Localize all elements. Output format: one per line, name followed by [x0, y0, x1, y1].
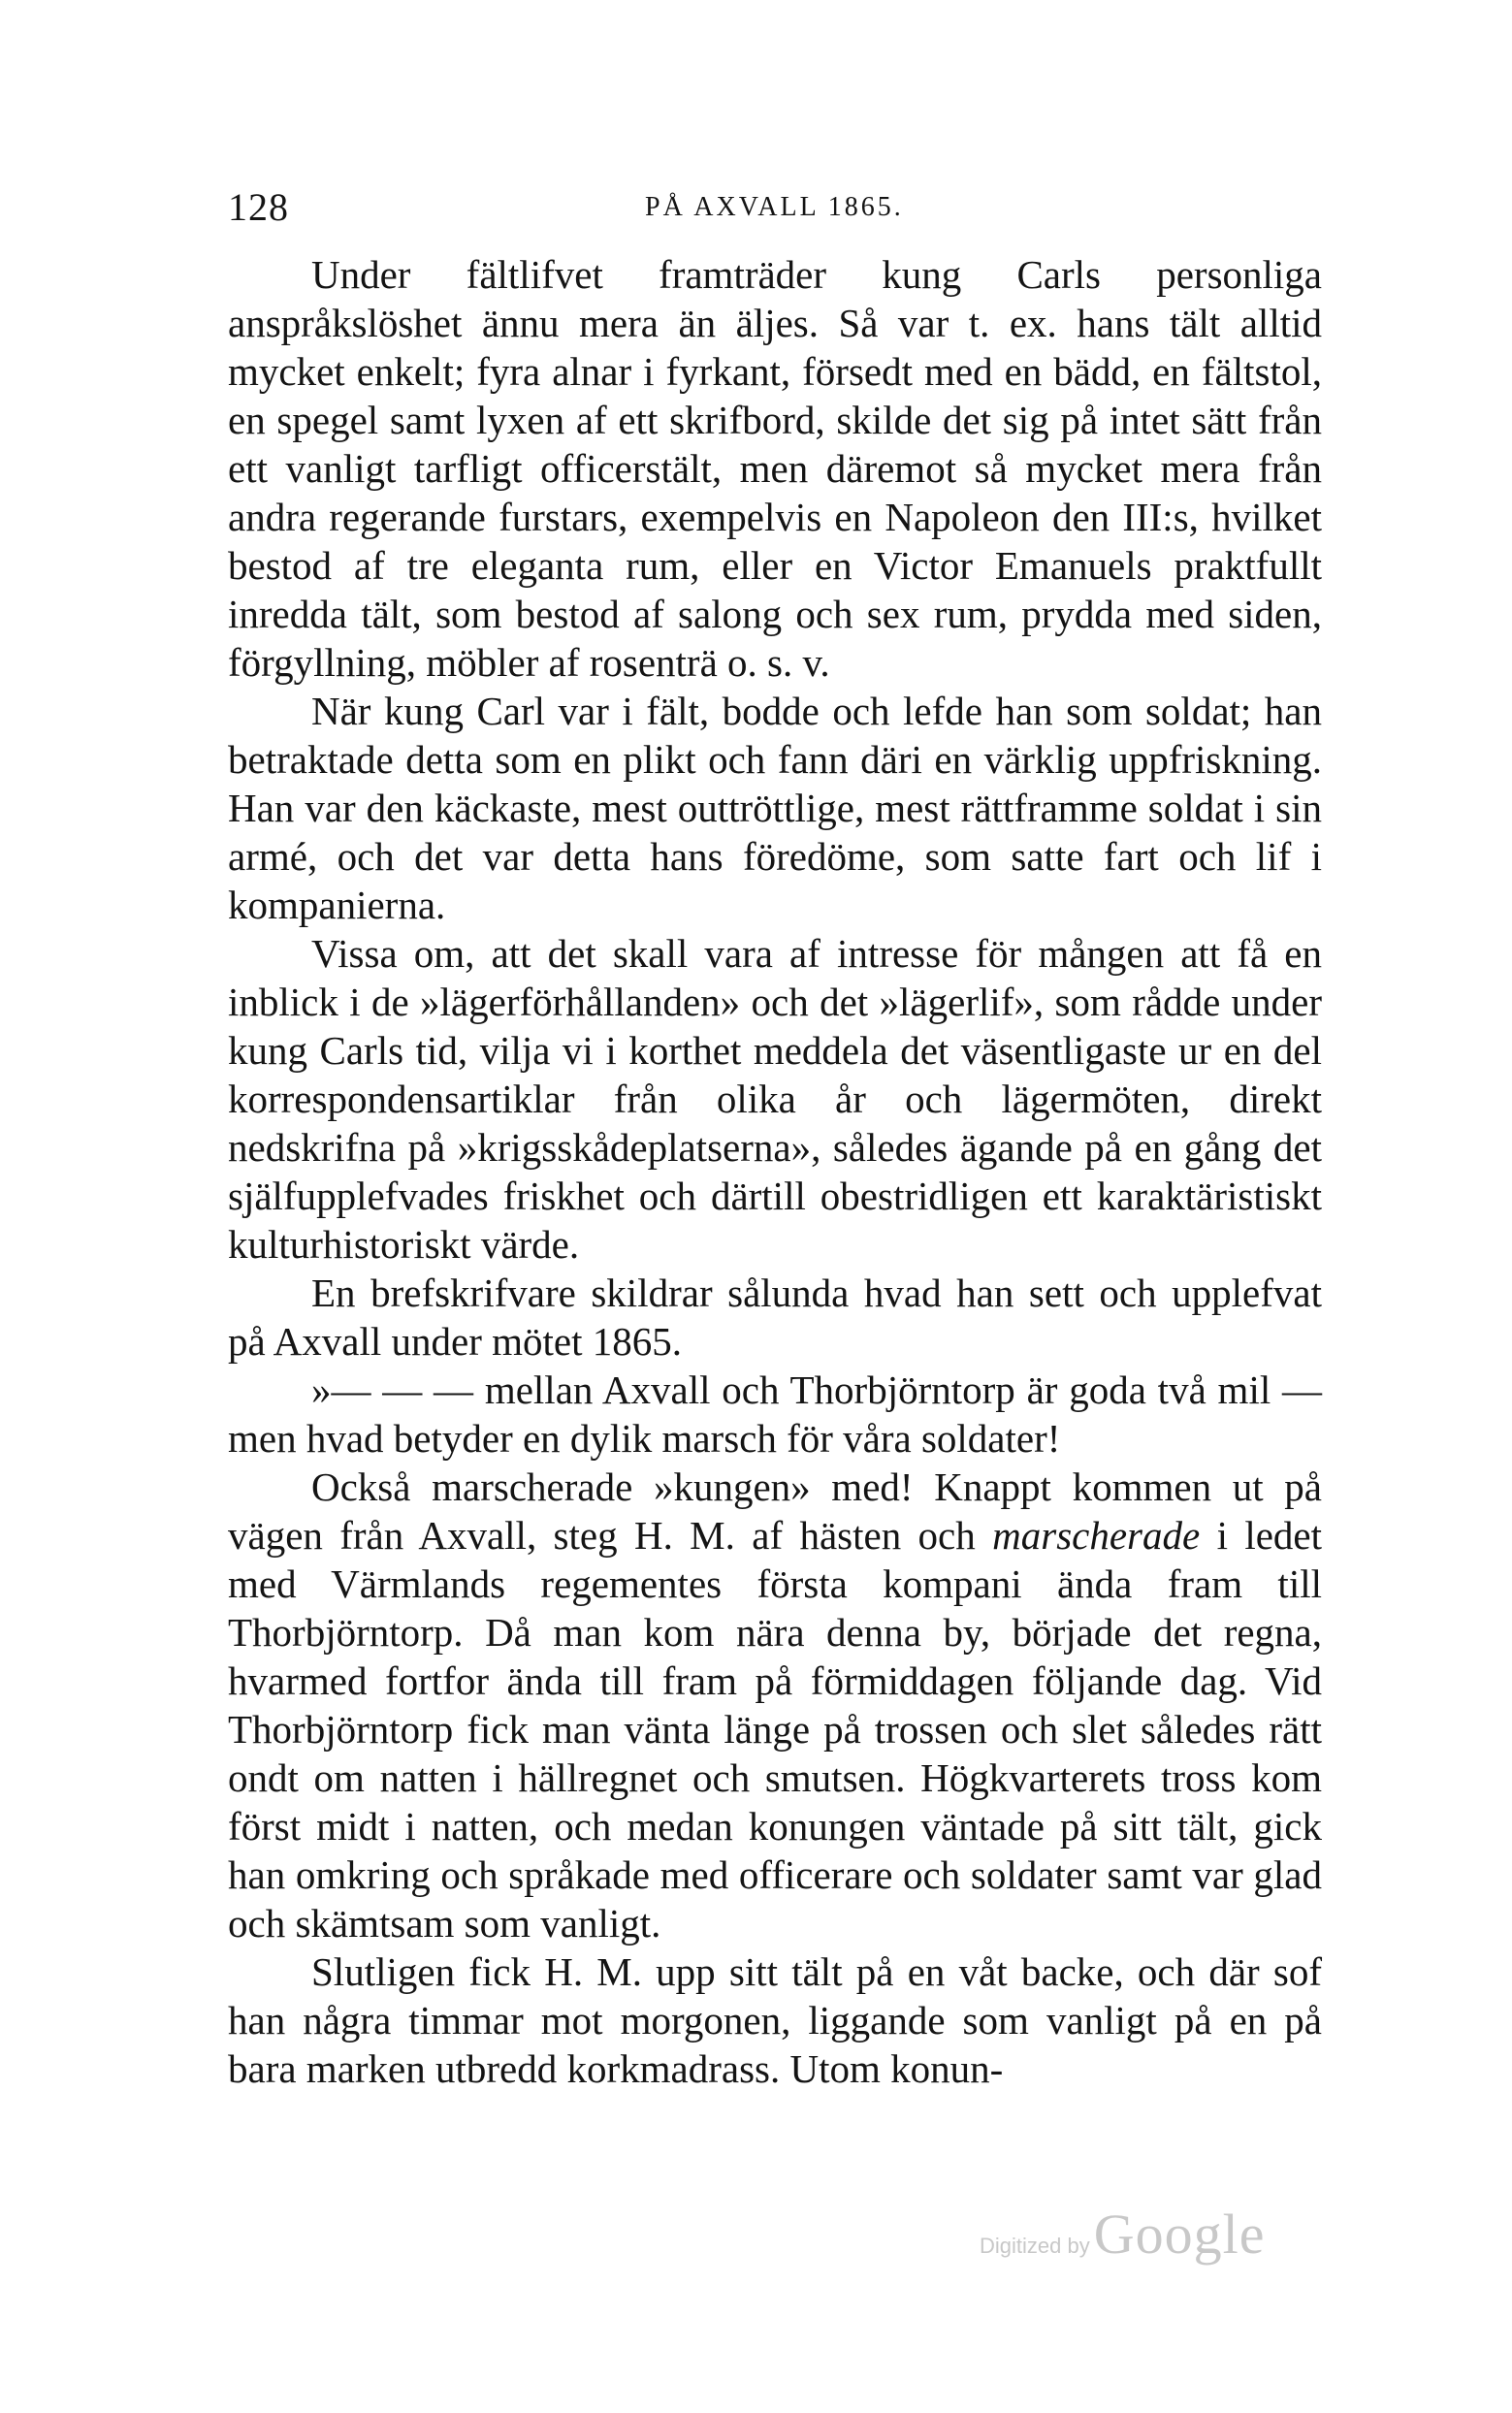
paragraph-3 [228, 929, 1322, 1269]
paragraph-7 [228, 1947, 1322, 2093]
paragraph-2 [228, 687, 1322, 929]
paragraph-2-text: När kung Carl var i fält, bodde och lefde han som soldat; han betraktade detta som en plikt och fann däri en värklig uppfriskning. Han var den käckaste, mest outtröttlige, mest rättframme soldat i sin armé, och det var detta hans föredöme, som satte fart och lif i kompanierna. [228, 689, 1322, 927]
paragraph-5 [228, 1366, 1322, 1463]
paragraph-4 [228, 1269, 1322, 1366]
paragraph-1 [228, 250, 1322, 687]
digitized-watermark [980, 2202, 1265, 2279]
running-head [228, 184, 1324, 242]
paragraph-6-text-after: i ledet med Värmlands regementes första kompani ända fram till Thorbjörntorp. Då man kom nära denna by, började det regna, hvarmed fortfor ända till fram på förmiddagen följande dag. Vid Thorbjörntorp fick man vänta länge på trossen och slet således rätt ondt om natten i hällregnet och smutsen. Högkvarterets tross kom först midt i natten, och medan konungen väntade på sitt tält, gick han omkring och språkade med officerare och soldater samt var glad och skämtsam som vanligt. [228, 1513, 1322, 1946]
google-logo: Google [1093, 2203, 1266, 2266]
paragraph-7-text: Slutligen fick H. M. upp sitt tält på en våt backe, och där sof han några timmar mot morgonen, liggande som vanligt på en på bara marken utbredd korkmadrass. Utom konun- [228, 1949, 1322, 2091]
paragraph-4-text: En brefskrifvare skildrar sålunda hvad han sett och upplefvat på Axvall under mötet 1865. [228, 1271, 1322, 1364]
running-title: PÅ AXVALL 1865. [645, 192, 904, 222]
body-text [228, 250, 1322, 2093]
paragraph-6-text-before: Också marscherade »kungen» med! Knappt kommen ut på vägen från Axvall, steg H. M. af hästen och [228, 1464, 1322, 1558]
paragraph-5-text: »— — — mellan Axvall och Thorbjörntorp är goda två mil — men hvad betyder en dylik marsch för våra soldater! [228, 1367, 1322, 1461]
digitized-label: Digitized by [980, 2234, 1090, 2258]
paragraph-6-emphasis: marscherade [992, 1513, 1201, 1558]
paragraph-1-text: Under fältlifvet framträder kung Carls personliga anspråkslöshet ännu mera än äljes. Så var t. ex. hans tält alltid mycket enkelt; fyra alnar i fyrkant, försedt med en bädd, en fältstol, en spegel samt lyxen af ett skrifbord, skilde det sig på intet sätt från ett vanligt tarfligt officerstält, men däremot så mycket mera från andra regerande furstars, exempelvis en Napoleon den III:s, hvilket bestod af tre eleganta rum, eller en Victor Emanuels praktfullt inredda tält, som bestod af salong och sex rum, prydda med siden, förgyllning, möbler af rosenträ o. s. v. [228, 252, 1322, 685]
paragraph-6 [228, 1463, 1322, 1947]
page-number: 128 [228, 185, 289, 229]
paragraph-3-text: Vissa om, att det skall vara af intresse för mången att få en inblick i de »lägerförhållanden» och det »lägerlif», som rådde under kung Carls tid, vilja vi i korthet meddela det väsentligaste ur en del korrespondensartiklar från olika år och lägermöten, direkt nedskrifna på »krigsskådeplatserna», således ägande på en gång det själfupplefvades friskhet och därtill obestridligen ett karaktäristiskt kulturhistoriskt värde. [228, 931, 1322, 1267]
